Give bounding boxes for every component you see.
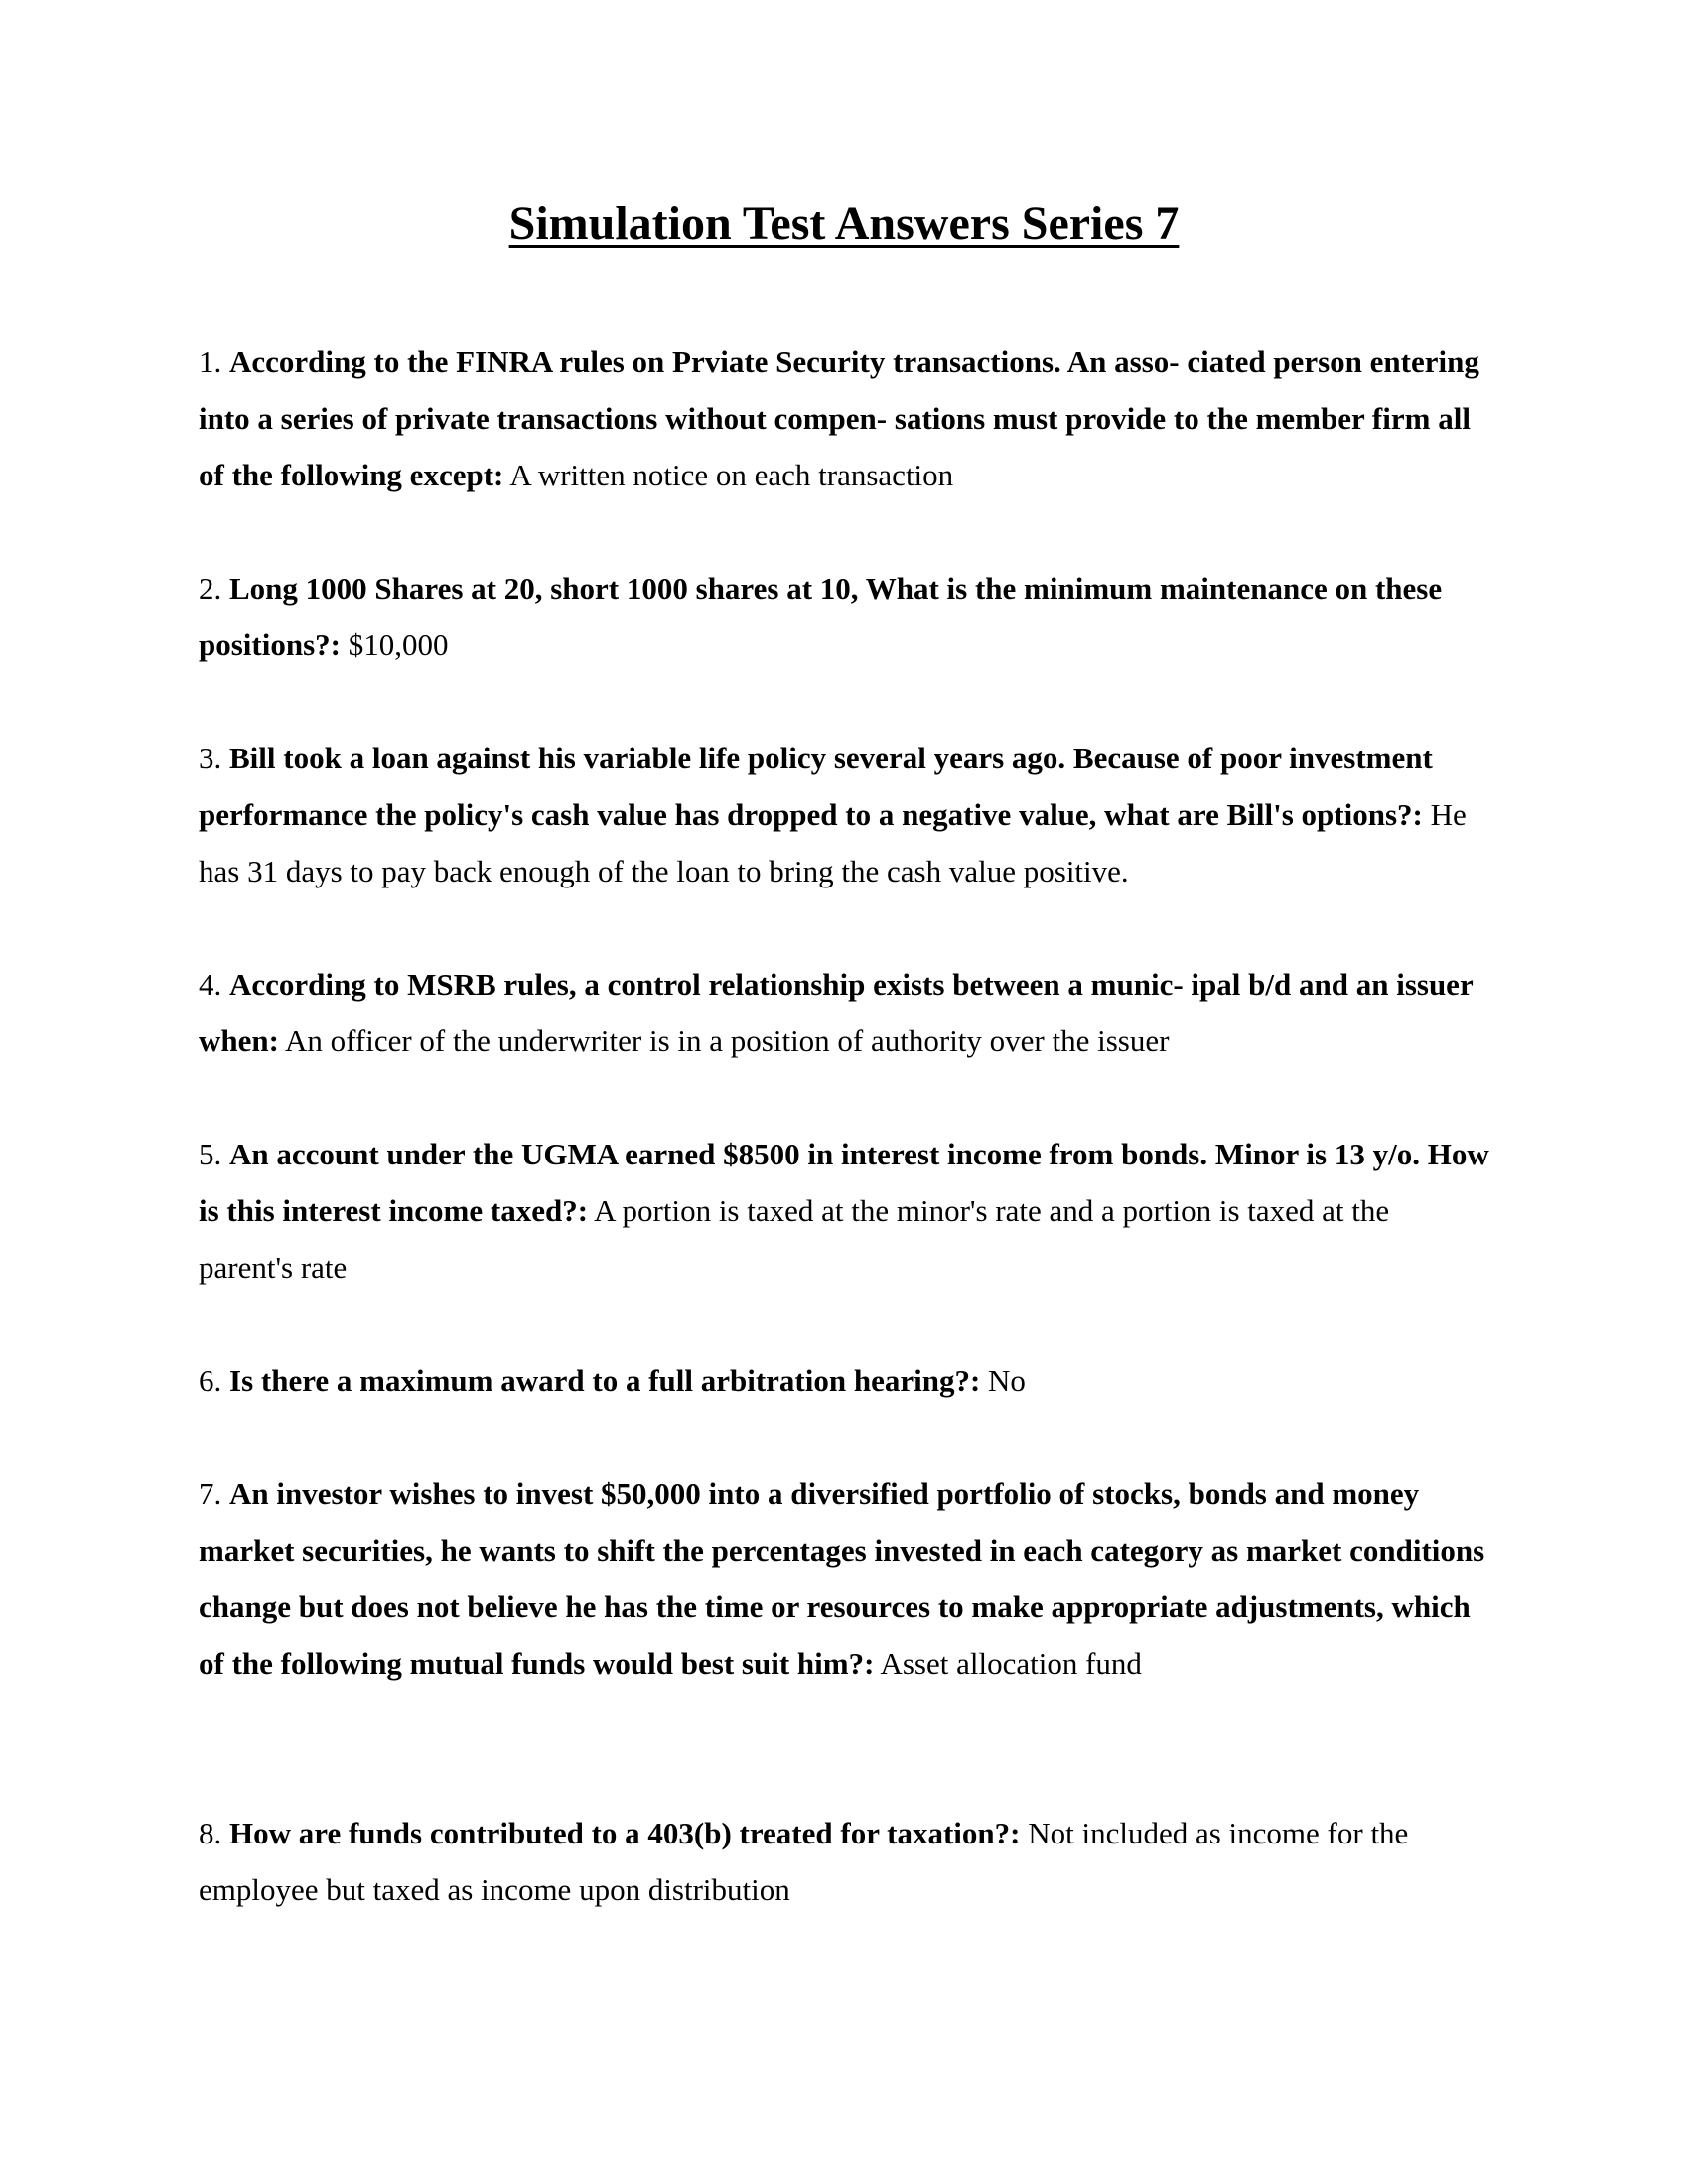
answer-text: $10,000 xyxy=(348,627,449,662)
item-number: 2. xyxy=(199,571,222,606)
item-number: 7. xyxy=(199,1476,222,1511)
qa-item-3 xyxy=(199,730,1489,899)
qa-item-8 xyxy=(199,1805,1489,1918)
qa-item-6 xyxy=(199,1352,1489,1409)
answer-text: He has 31 days to pay back enough of the loan to bring the cash value positive. xyxy=(199,797,1467,888)
qa-item-7 xyxy=(199,1465,1489,1692)
answer-text: A written notice on each transaction xyxy=(509,458,954,492)
item-number: 8. xyxy=(199,1816,222,1850)
answer-text: Asset allocation fund xyxy=(880,1646,1142,1681)
document-title xyxy=(0,195,1688,254)
answer-text: An officer of the underwriter is in a position of authority over the issuer xyxy=(285,1024,1170,1058)
question-text: According to the FINRA rules on Prviate Security transactions. An asso- ciated person entering into a series of private transactions without compen- sations must provide to the member firm all of the following except: xyxy=(199,344,1479,492)
qa-item-5 xyxy=(199,1126,1489,1296)
title-text: Simulation Test Answers Series 7 xyxy=(508,198,1180,250)
answer-text: Not included as income for the employee but taxed as income upon distribution xyxy=(199,1816,1409,1907)
question-text: An investor wishes to invest $50,000 into a diversified portfolio of stocks, bonds and money market securities, he wants to shift the percentages invested in each category as market conditions change but does not believe he has the time or resources to make appropriate adjustments, which of the following mutual funds would best suit him?: xyxy=(199,1476,1485,1681)
question-text: Bill took a loan against his variable life policy several years ago. Because of poor investment performance the policy's cash value has dropped to a negative value, what are Bill's options?: xyxy=(199,741,1433,832)
item-number: 4. xyxy=(199,967,222,1002)
qa-item-2 xyxy=(199,560,1489,673)
answer-text: No xyxy=(988,1363,1026,1398)
answer-text: A portion is taxed at the minor's rate and a portion is taxed at the parent's rate xyxy=(199,1193,1390,1285)
question-text: Long 1000 Shares at 20, short 1000 shares at 10, What is the minimum maintenance on these positions?: xyxy=(199,571,1443,662)
qa-item-1 xyxy=(199,334,1489,503)
item-number: 3. xyxy=(199,741,222,775)
question-text: An account under the UGMA earned $8500 in interest income from bonds. Minor is 13 y/o. How is this interest income taxed?: xyxy=(199,1137,1489,1228)
question-text: Is there a maximum award to a full arbitration hearing?: xyxy=(229,1363,981,1398)
qa-item-4 xyxy=(199,956,1489,1069)
question-text: How are funds contributed to a 403(b) treated for taxation?: xyxy=(229,1816,1021,1850)
item-number: 5. xyxy=(199,1137,222,1171)
question-text: According to MSRB rules, a control relationship exists between a munic- ipal b/d and an issuer when: xyxy=(199,967,1474,1058)
item-number: 1. xyxy=(199,344,222,379)
item-number: 6. xyxy=(199,1363,222,1398)
